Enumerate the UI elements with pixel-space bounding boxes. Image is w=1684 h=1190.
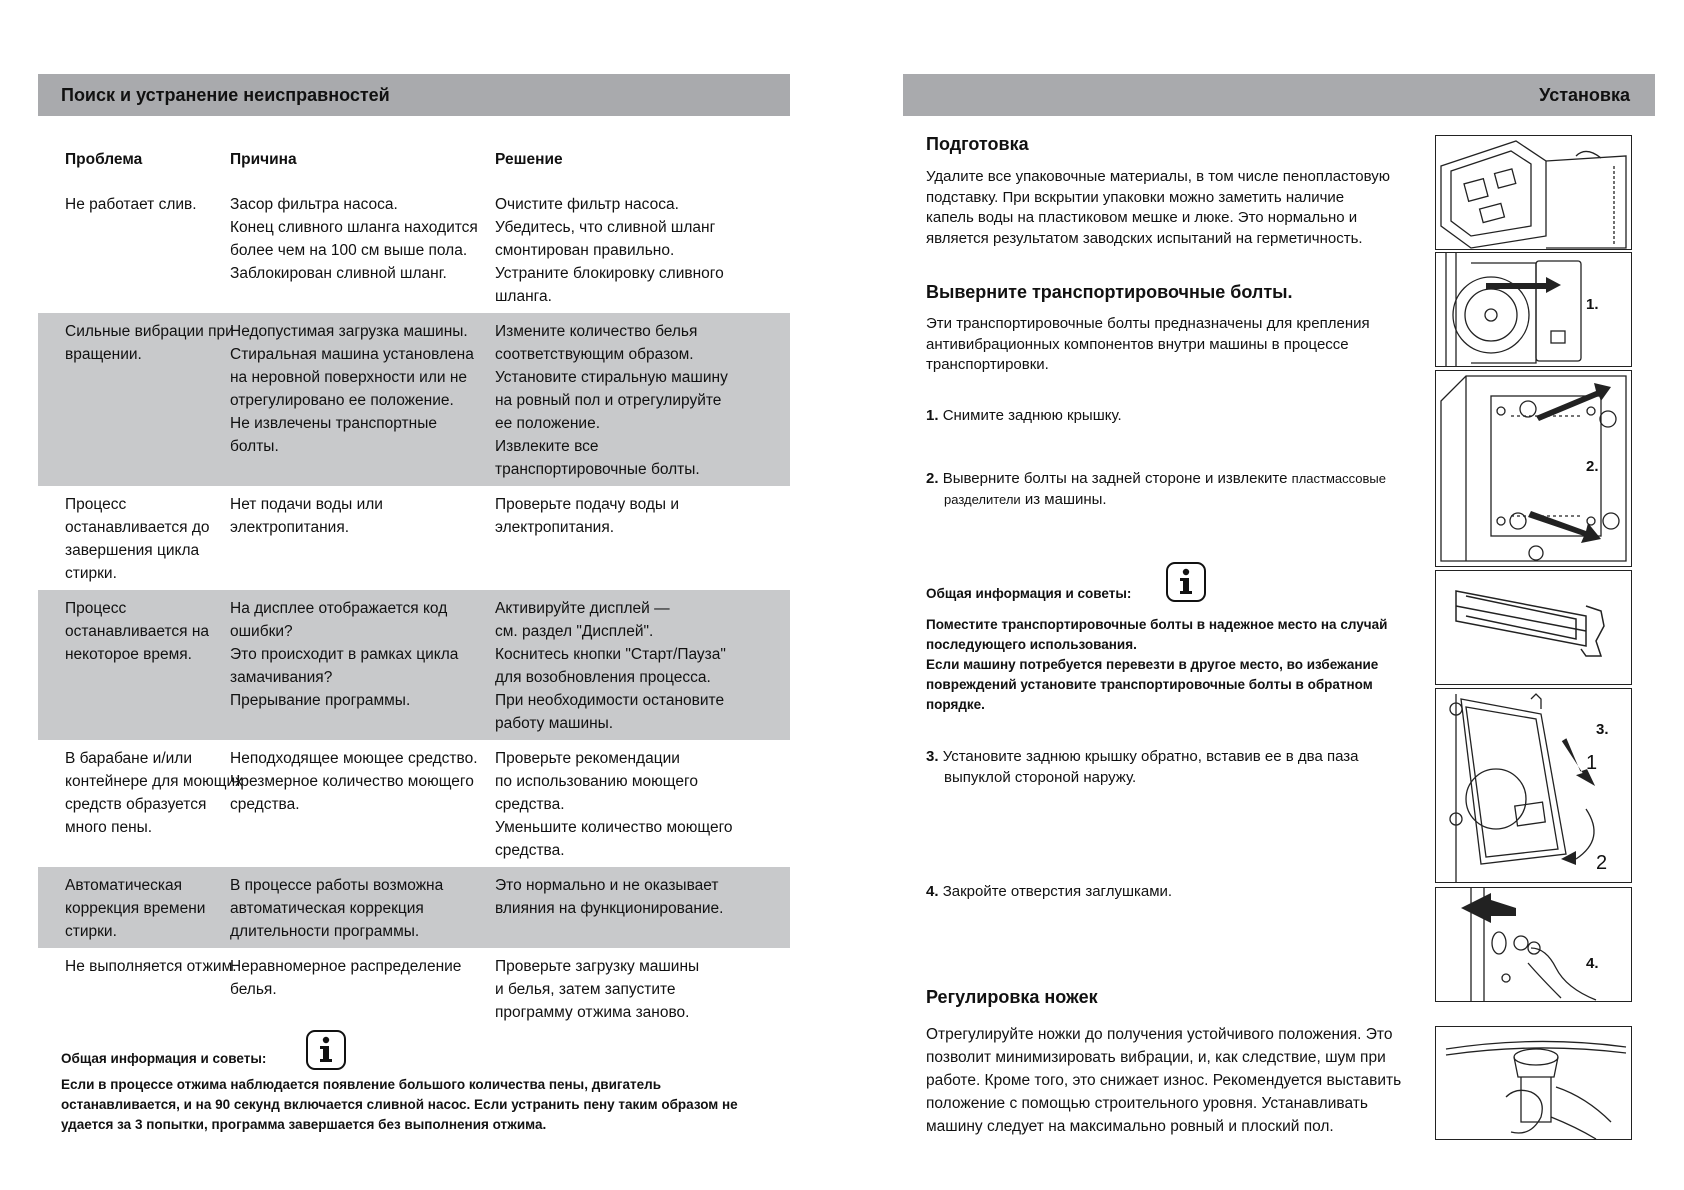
table-cell-line: электропитания. — [495, 519, 615, 536]
table-cell-line: ее положение. — [495, 415, 601, 432]
right-section-title: Установка — [1539, 85, 1630, 105]
step-4 — [926, 881, 1172, 902]
prep-text-line: является результатом заводских испытаний на герметичность. — [926, 229, 1363, 247]
info-icon — [1166, 562, 1206, 602]
table-row — [38, 867, 790, 948]
table-cell-line: В процессе работы возможна — [230, 877, 444, 894]
table-cell-line: Заблокирован сливной шланг. — [230, 265, 447, 282]
step-2-number: 2. — [926, 470, 939, 487]
left-section-title: Поиск и устранение неисправностей — [61, 85, 390, 105]
feet-text-line: позволит минимизировать вибрации, и, как следствие, шум при — [926, 1049, 1386, 1066]
table-cell-cause — [230, 320, 495, 481]
table-cell-solution — [495, 874, 790, 943]
table-cell-line: В барабане и/или — [65, 750, 192, 767]
table-row — [38, 313, 790, 486]
table-cell-solution — [495, 747, 790, 862]
table-cell-cause — [230, 747, 495, 862]
table-cell-cause — [230, 955, 495, 1024]
table-cell-problem — [38, 747, 243, 862]
table-header-cell: Проблема — [65, 151, 143, 168]
table-cell-line: некоторое время. — [65, 646, 192, 663]
table-cell-line: Уменьшите количество моющего — [495, 819, 733, 836]
prep-text-line: Удалите все упаковочные материалы, в том числе пенопластовую — [926, 168, 1391, 185]
table-cell-line: на ровный пол и отрегулируйте — [495, 392, 722, 409]
table-cell-line: Процесс — [65, 600, 127, 617]
table-cell-line: завершения цикла — [65, 542, 200, 559]
table-cell-line: Очистите фильтр насоса. — [495, 196, 679, 213]
figure-label-4: 4. — [1586, 955, 1599, 972]
right-info-note — [926, 615, 1387, 715]
table-cell-line: работу машины. — [495, 715, 614, 732]
bolts-text-line: антивибрационных компонентов внутри машины в процессе — [926, 335, 1349, 353]
table-row — [38, 486, 790, 590]
table-cell-solution — [495, 320, 790, 481]
bolts-text-line: Эти транспортировочные болты предназначены для крепления — [926, 315, 1370, 332]
left-section-header — [38, 74, 790, 116]
table-cell-line: стирки. — [65, 923, 117, 940]
table-cell-line: более чем на 100 см выше пола. — [230, 242, 468, 259]
feet-text-line: Отрегулируйте ножки до получения устойчивого положения. Это — [926, 1026, 1393, 1043]
table-row — [38, 186, 790, 313]
feet-text-line: работе. Кроме того, это снижает износ. Рекомендуется выставить — [926, 1072, 1402, 1089]
table-cell-line: Коснитесь кнопки "Старт/Пауза" — [495, 646, 726, 663]
table-cell-cause — [230, 493, 495, 585]
step-2-text-small-2: разделители — [944, 492, 1021, 507]
table-cell-line: Не выполняется отжим. — [65, 958, 237, 975]
step-2 — [926, 468, 1386, 510]
table-cell-problem — [38, 597, 230, 735]
step-1 — [926, 405, 1122, 426]
figure-arrow-label-2: 2 — [1596, 852, 1608, 874]
table-cell-line: Установите стиральную машину — [495, 369, 728, 386]
feet-text — [926, 1023, 1401, 1138]
table-cell-solution — [495, 955, 790, 1024]
table-cell-line: смонтирован правильно. — [495, 242, 675, 259]
table-cell-line: автоматическая коррекция — [230, 900, 424, 917]
figure-label-1: 1. — [1586, 296, 1599, 313]
table-cell-line: Проверьте подачу воды и — [495, 496, 680, 513]
table-cell-line: средства. — [230, 796, 300, 813]
table-cell-line: коррекция времени — [65, 900, 206, 917]
prep-text-line: подставку. При вскрытии упаковки можно заметить наличие — [926, 188, 1345, 206]
table-cell-line: При необходимости остановите — [495, 692, 725, 709]
table-cell-cause — [230, 193, 495, 308]
left-info-note-line: Если в процессе отжима наблюдается появление большого количества пены, двигатель — [61, 1077, 662, 1092]
step-3-text: выпуклой стороной наружу. — [944, 769, 1137, 786]
table-cell-line: Конец сливного шланга находится — [230, 219, 478, 236]
table-cell-line: средств образуется — [65, 796, 207, 813]
table-cell-line: шланга. — [495, 288, 552, 305]
right-section-header — [903, 74, 1655, 116]
figure-label-2: 2. — [1586, 458, 1599, 475]
table-cell-line: ошибки? — [230, 623, 293, 640]
right-info-note-line: Если машину потребуется перевезти в другое место, во избежание — [926, 657, 1379, 672]
feet-text-line: машину следует на максимально ровный и плоский пол. — [926, 1118, 1334, 1135]
table-cell-line: транспортировочные болты. — [495, 461, 700, 478]
step-2-text: Выверните болты на задней стороне и извлеките — [942, 470, 1288, 487]
table-cell-line: Проверьте рекомендации — [495, 750, 680, 767]
left-info-note — [61, 1075, 738, 1135]
table-cell-line: Извлеките все — [495, 438, 599, 455]
step-4-text: Закройте отверстия заглушками. — [942, 883, 1173, 900]
table-cell-line: и белья, затем запустите — [495, 981, 676, 998]
bolts-text — [926, 314, 1370, 376]
table-header-row — [38, 140, 790, 186]
table-header-cell: Причина — [230, 151, 297, 168]
prep-text — [926, 167, 1390, 249]
table-cell-line: средства. — [495, 842, 565, 859]
step-2-text-small: пластмассовые — [1291, 471, 1386, 486]
table-cell-line: Неравномерное распределение — [230, 958, 462, 975]
table-cell-problem — [38, 193, 230, 308]
left-info-label: Общая информация и советы: — [61, 1051, 267, 1066]
left-info-note-line: удается за 3 попытки, программа завершается без выполнения отжима. — [61, 1117, 547, 1132]
bolts-text-line: транспортировки. — [926, 356, 1049, 373]
table-cell-solution — [495, 493, 790, 585]
step-1-text: Снимите заднюю крышку. — [942, 407, 1122, 424]
figure-label-3: 3. — [1596, 721, 1609, 738]
right-info-label: Общая информация и советы: — [926, 586, 1132, 601]
right-info-note-line: последующего использования. — [926, 637, 1137, 652]
table-cell-line: Прерывание программы. — [230, 692, 411, 709]
table-cell-line: Стиральная машина установлена — [230, 346, 474, 363]
table-cell-line: Неподходящее моющее средство. — [230, 750, 478, 767]
bolts-title: Выверните транспортировочные болты. — [926, 282, 1293, 302]
table-cell-line: Сильные вибрации при — [65, 323, 234, 340]
feet-text-line: положение с помощью строительного уровня. Устанавливать — [926, 1095, 1368, 1112]
packaging-illustration — [1435, 135, 1632, 250]
step-2-text-end: из машины. — [1024, 491, 1107, 508]
table-header-cell: Решение — [495, 151, 563, 168]
table-cell-line: много пены. — [65, 819, 153, 836]
table-cell-line: влияния на функционирование. — [495, 900, 724, 917]
table-cell-solution — [495, 597, 790, 735]
table-row — [38, 590, 790, 740]
right-info-note-line: порядке. — [926, 697, 985, 712]
table-cell-line: программу отжима заново. — [495, 1004, 690, 1021]
bolts-removal-illustration — [1435, 370, 1632, 567]
table-cell-line: Это нормально и не оказывает — [495, 877, 719, 894]
table-cell-line: Не извлечены транспортные — [230, 415, 437, 432]
feet-adjust-illustration — [1435, 1026, 1632, 1140]
feet-title: Регулировка ножек — [926, 987, 1098, 1007]
troubleshooting-table — [38, 140, 790, 1029]
table-cell-line: на неровной поверхности или не — [230, 369, 468, 386]
step-4-number: 4. — [926, 883, 939, 900]
table-cell-line: На дисплее отображается код — [230, 600, 448, 617]
table-cell-line: см. раздел "Дисплей". — [495, 623, 654, 640]
table-cell-line: останавливается на — [65, 623, 210, 640]
left-info-note-line: останавливается, и на 90 секунд включается сливной насос. Если устранить пену таким образом не — [61, 1097, 738, 1112]
table-cell-line: останавливается до — [65, 519, 210, 536]
table-cell-cause — [230, 874, 495, 943]
table-row — [38, 948, 790, 1029]
table-cell-line: для возобновления процесса. — [495, 669, 711, 686]
table-cell-problem — [38, 493, 230, 585]
step-3 — [926, 746, 1359, 788]
table-cell-line: Это происходит в рамках цикла — [230, 646, 459, 663]
figure-arrow-label-1: 1 — [1586, 752, 1598, 774]
plug-illustration — [1435, 887, 1632, 1002]
table-cell-line: Недопустимая загрузка машины. — [230, 323, 468, 340]
table-cell-line: Чрезмерное количество моющего — [230, 773, 474, 790]
table-cell-line: длительности программы. — [230, 923, 420, 940]
table-cell-line: отрегулировано ее положение. — [230, 392, 454, 409]
step-1-number: 1. — [926, 407, 939, 424]
table-cell-line: Устраните блокировку сливного — [495, 265, 724, 282]
prep-text-line: капель воды на пластиковом мешке и люке. Это нормально и — [926, 209, 1358, 226]
table-cell-solution — [495, 193, 790, 308]
table-cell-line: средства. — [495, 796, 565, 813]
right-info-note-line: Поместите транспортировочные болты в надежное место на случай — [926, 617, 1388, 632]
table-cell-line: контейнере для моющих — [65, 773, 243, 790]
table-cell-line: стирки. — [65, 565, 117, 582]
table-cell-line: Нет подачи воды или — [230, 496, 383, 513]
table-cell-line: замачивания? — [230, 669, 333, 686]
table-cell-line: по использованию моющего — [495, 773, 698, 790]
table-cell-cause — [230, 597, 495, 735]
table-cell-line: Активируйте дисплей — — [495, 600, 670, 617]
step-3-number: 3. — [926, 748, 939, 765]
prep-title: Подготовка — [926, 134, 1029, 154]
bolt-part-illustration — [1435, 570, 1632, 685]
table-cell-line: соответствующим образом. — [495, 346, 694, 363]
table-cell-line: электропитания. — [230, 519, 350, 536]
table-cell-line: Измените количество белья — [495, 323, 698, 340]
table-cell-line: Процесс — [65, 496, 127, 513]
table-cell-line: Убедитесь, что сливной шланг — [495, 219, 716, 236]
table-cell-line: болты. — [230, 438, 279, 455]
table-cell-line: Автоматическая — [65, 877, 183, 894]
table-cell-line: Не работает слив. — [65, 196, 197, 213]
table-cell-problem — [38, 874, 230, 943]
table-cell-line: Проверьте загрузку машины — [495, 958, 700, 975]
table-row — [38, 740, 790, 867]
step-3-text: Установите заднюю крышку обратно, вставив ее в два паза — [942, 748, 1359, 765]
table-cell-line: Засор фильтра насоса. — [230, 196, 398, 213]
table-cell-line: вращении. — [65, 346, 142, 363]
info-icon — [306, 1030, 346, 1070]
table-cell-problem — [38, 955, 237, 1024]
table-cell-line: белья. — [230, 981, 277, 998]
table-cell-problem — [38, 320, 234, 481]
back-cover-illustration — [1435, 252, 1632, 367]
right-info-note-line: повреждений установите транспортировочные болты в обратном — [926, 677, 1373, 692]
back-cover-refit-illustration — [1435, 688, 1632, 883]
